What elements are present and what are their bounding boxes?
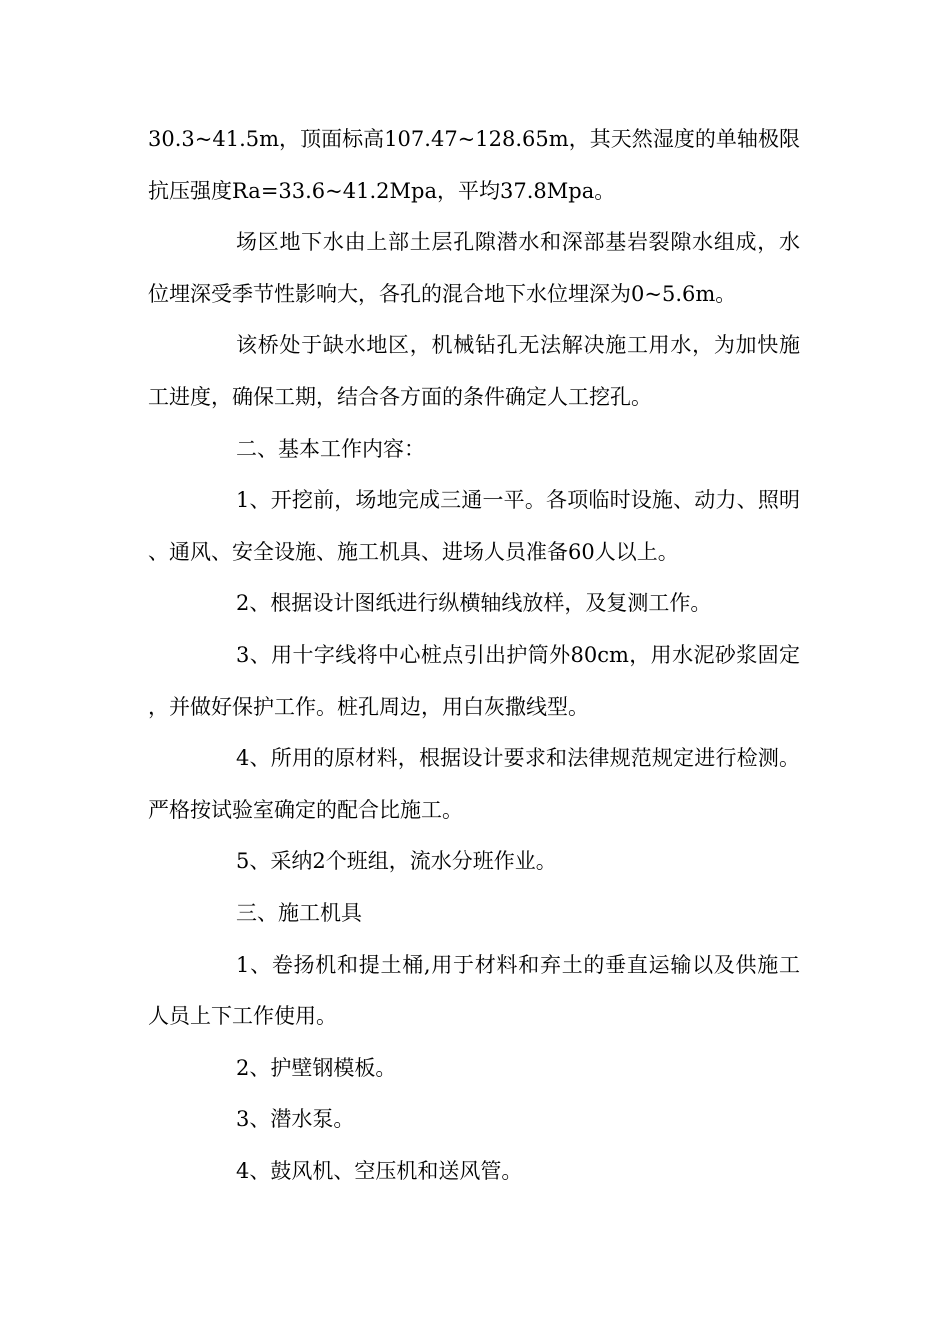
list-item-blower: 4、鼓风机、空压机和送风管。 <box>236 1158 523 1183</box>
list-item-axis-layout: 2、根据设计图纸进行纵横轴线放样，及复测工作。 <box>236 591 712 616</box>
paragraph-manual-digging: 该桥处于缺水地区，机械钻孔无法解决施工用水，为加快施工进度，确保工期，结合各方面的条件确定人工挖孔。 <box>148 333 800 409</box>
paragraph-groundwater: 场区地下水由上部土层孔隙潜水和深部基岩裂隙水组成，水位埋深受季节性影响大，各孔的混合地下水位埋深为0~5.6m。 <box>148 230 800 306</box>
list-item-submersible-pump: 3、潜水泵。 <box>236 1107 355 1132</box>
list-item-winch: 1、卷扬机和提土桶,用于材料和弃土的垂直运输以及供施工人员上下工作使用。 <box>148 952 800 1029</box>
list-item-shift-teams: 5、采纳2个班组，流水分班作业。 <box>236 849 557 874</box>
list-item-steel-formwork: 2、护壁钢模板。 <box>236 1055 397 1080</box>
heading-construction-equipment: 三、施工机具 <box>236 900 362 925</box>
list-item-material-test: 4、所用的原材料，根据设计要求和法律规范规定进行检测。严格按试验室确定的配合比施工。 <box>148 746 800 822</box>
list-item-center-point: 3、用十字线将中心桩点引出护筒外80cm，用水泥砂浆固定，并做好保护工作。桩孔周边，用白灰撒线型。 <box>148 642 800 719</box>
heading-basic-work: 二、基本工作内容： <box>236 436 425 461</box>
list-item-site-prep: 1、开挖前，场地完成三通一平。各项临时设施、动力、照明、通风、安全设施、施工机具、进场人员准备60人以上。 <box>148 488 800 564</box>
paragraph-rock-strength: 30.3~41.5m，顶面标高107.47~128.65m，其天然湿度的单轴极限抗压强度Ra=33.6~41.2Mpa，平均37.8Mpa。 <box>148 127 800 203</box>
document-body <box>148 114 800 1197</box>
